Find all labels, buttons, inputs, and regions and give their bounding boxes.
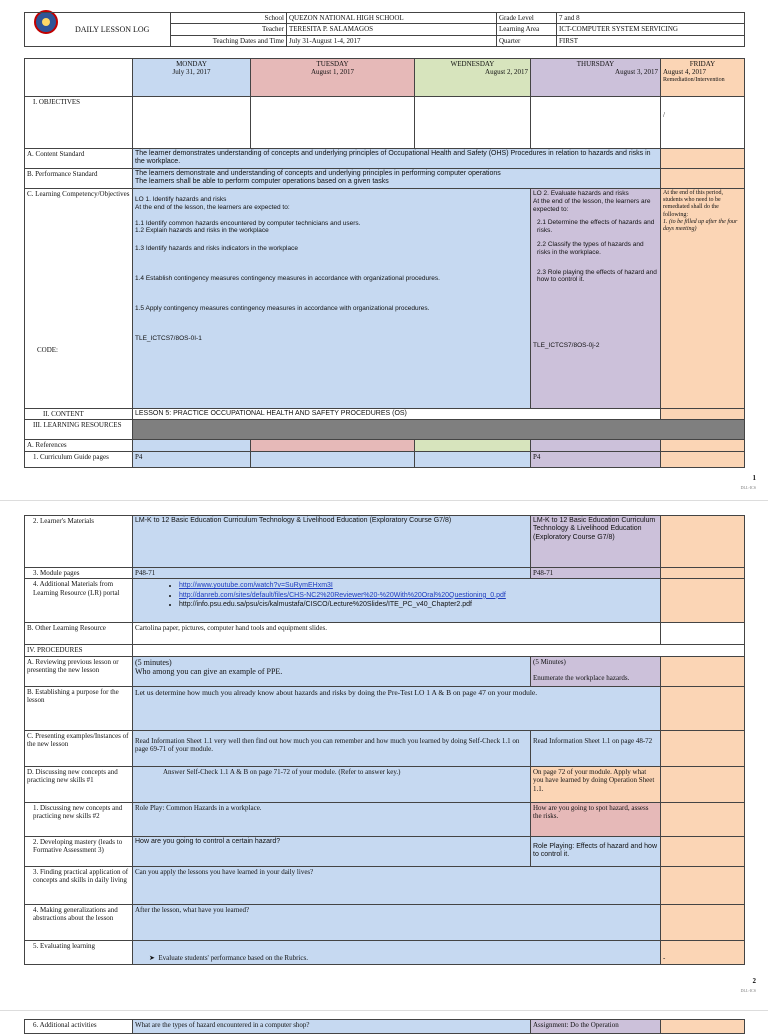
page-3 xyxy=(0,1010,768,1029)
additional-activities-thursday: Assignment: Do the Operation xyxy=(531,1020,661,1034)
purpose-text: Let us determine how much you already know about hazards and risks by doing the Pre-Test LO 1 A & B on page 47 on your module. xyxy=(133,686,661,730)
cg-monday: P4 xyxy=(133,451,251,467)
content-label: II. CONTENT xyxy=(25,409,133,420)
day-monday: MONDAY July 31, 2017 xyxy=(133,59,251,97)
additional-activities-monday: What are the types of hazard encountered in a computer shop? xyxy=(133,1020,531,1034)
log-title: DAILY LESSON LOG xyxy=(25,13,171,47)
school-value: QUEZON NATIONAL HIGH SCHOOL xyxy=(287,13,497,24)
lesson-table-page-2 xyxy=(24,515,745,965)
arrow-bullet-icon: ➤ xyxy=(149,954,159,963)
evaluating-text: ➤ Evaluate students' performance based on the Rubrics. xyxy=(133,940,661,964)
page-1-footer: DLL-ICS xyxy=(740,485,756,490)
discussing-2-label: 1. Discussing new concepts and practicing new skills #2 xyxy=(25,802,133,836)
module-monday: P48-71 xyxy=(133,568,531,579)
discussing-2-thursday: How are you going to spot hazard, assess the risks. xyxy=(531,802,661,836)
discussing-2-monday: Role Play: Common Hazards in a workplace. xyxy=(133,802,531,836)
additional-label: 4. Additional Materials from Learning Resource (LR) portal xyxy=(25,579,133,623)
generalization-label: 4. Making generalizations and abstractions about the lesson xyxy=(25,904,133,940)
application-label: 3. Finding practical application of concepts and skills in daily living xyxy=(25,866,133,904)
purpose-label: B. Establishing a purpose for the lesson xyxy=(25,686,133,730)
teacher-label: Teacher xyxy=(171,24,287,35)
area-value: ICT-COMPUTER SYSTEM SERVICING xyxy=(557,24,745,35)
competency-label: C. Learning Competency/Objectives CODE: xyxy=(25,189,133,409)
presenting-label: C. Presenting examples/Instances of the new lesson xyxy=(25,730,133,766)
references-label: A. References xyxy=(25,440,133,451)
other-resource-text: Cartolina paper, pictures, computer hand tools and equipment slides. xyxy=(133,623,661,645)
day-friday: FRIDAY August 4, 2017 Remediation/Intervention xyxy=(661,59,745,97)
evaluating-label: 5. Evaluating learning xyxy=(25,940,133,964)
day-tuesday: TUESDAY August 1, 2017 xyxy=(251,59,415,97)
friday-mark: / xyxy=(661,97,745,149)
dates-label: Teaching Dates and Time xyxy=(171,35,287,46)
performance-standard-text: The learners demonstrate and understanding of concepts and underlying principles in performing computer operations The learners shall be able to perform computer operations based on a given tasks xyxy=(133,169,661,189)
lm-thursday: LM-K to 12 Basic Education Curriculum Technology & Livelihood Education (Exploratory Course G7/8) xyxy=(531,516,661,568)
lo2-cell: LO 2. Evaluate hazards and risks At the end of the lesson, the learners are expected to: 2.1 Determine the effects of hazards and risks. 2.2 Classify the types of hazards and risks in the workplace. 2.3 Role playing the effects of hazard and how to control it. TLE_ICTCS7/8OS-0j-2 xyxy=(531,189,661,409)
page-2-footer: DLL-ICS xyxy=(740,988,756,993)
performance-standard-label: B. Performance Standard xyxy=(25,169,133,189)
grade-value: 7 and 8 xyxy=(557,13,745,24)
page-1-number: 1 xyxy=(752,474,756,482)
objectives-label: I. OBJECTIVES xyxy=(25,97,133,149)
content-standard-text: The learner demonstrates understanding of concepts and underlying principles of Occupational Health and Safety (OHS) Procedures in relation to hazards and risks in the workplace. xyxy=(133,149,661,169)
cg-thursday: P4 xyxy=(531,451,661,467)
quarter-value: FIRST xyxy=(557,35,745,46)
quarter-label: Quarter xyxy=(497,35,557,46)
danreb-link[interactable]: http://danreb.com/sites/default/files/CHS-NC2%20Reviewer%20-%20With%20Oral%20Questioning_0.pdf xyxy=(179,591,506,599)
youtube-link[interactable]: http://www.youtube.com/watch?v=SuRymEHxm3I xyxy=(179,582,333,590)
other-resource-label: B. Other Learning Resource xyxy=(25,623,133,645)
lesson-table-page-1 xyxy=(24,58,745,468)
review-thursday: (5 Minutes) Enumerate the workplace hazards. xyxy=(531,656,661,686)
additional-activities-label: 6. Additional activities xyxy=(25,1020,133,1034)
mastery-label: 2. Developing mastery (leads to Formative Assessment 3) xyxy=(25,836,133,866)
procedures-label: IV. PROCEDURES xyxy=(25,645,133,656)
day-thursday: THURSDAY August 3, 2017 xyxy=(531,59,661,97)
lo1-cell: LO 1. Identify hazards and risks At the end of the lesson, the learners are expected to: 1.1 Identify common hazards encountered by computer technicians and users. 1.2 Explain hazards and risks in the workplace 1.3 Identify hazards and risks indicators in the workplace 1.4 Establish contingency measures contingency measures in accordance with organizational procedures. 1.5 Apply contingency measures contingency measures in accordance with organizational procedures. TLE_ICTCS7/8OS-0I-1 xyxy=(133,189,531,409)
content-standard-label: A. Content Standard xyxy=(25,149,133,169)
dates-value: July 31-August 1-4, 2017 xyxy=(287,35,497,46)
evaluating-friday: - xyxy=(661,940,745,964)
presenting-thursday: Read Information Sheet 1.1 on page 48-72 xyxy=(531,730,661,766)
page-2-number: 2 xyxy=(752,977,756,985)
resources-label: III. LEARNING RESOURCES xyxy=(25,420,133,440)
lesson-table-page-3 xyxy=(24,1019,745,1034)
module-label: 3. Module pages xyxy=(25,568,133,579)
lm-monday: LM-K to 12 Basic Education Curriculum Technology & Livelihood Education (Exploratory Course G7/8) xyxy=(133,516,531,568)
module-thursday: P48-71 xyxy=(531,568,661,579)
discussing-1-monday: Answer Self-Check 1.1 A & B on page 71-72 of your module. (Refer to answer key.) xyxy=(133,766,531,802)
friday-objective: At the end of this period, students who need to be remediated shall do the following: 1. (to be filled up after the four days meeting) xyxy=(661,189,745,409)
generalization-text: After the lesson, what have you learned? xyxy=(133,904,661,940)
cg-label: 1. Curriculum Guide pages xyxy=(25,451,133,467)
teacher-value: TERESITA P. SALAMAGOS xyxy=(287,24,497,35)
school-label: School xyxy=(171,13,287,24)
content-text: LESSON 5: PRACTICE OCCUPATIONAL HEALTH AND SAFETY PROCEDURES (OS) xyxy=(133,409,661,420)
discussing-1-thursday: On page 72 of your module. Apply what you have learned by doing Operation Sheet 1.1. xyxy=(531,766,661,802)
page-1 xyxy=(0,0,768,500)
presenting-monday: Read Information Sheet 1.1 very well then find out how much you can remember and how much you learned by doing Self-Check 1.1 on page 69-71 of your module. xyxy=(133,730,531,766)
additional-links xyxy=(133,579,661,623)
mastery-thursday: Role Playing: Effects of hazard and how to control it. xyxy=(531,836,661,866)
lm-label: 2. Learner's Materials xyxy=(25,516,133,568)
mastery-monday: How are you going to control a certain hazard? xyxy=(133,836,531,866)
area-label: Learning Area xyxy=(497,24,557,35)
grade-label: Grade Level xyxy=(497,13,557,24)
page-2 xyxy=(0,500,768,1011)
application-text: Can you apply the lessons you have learned in your daily lives? xyxy=(133,866,661,904)
discussing-1-label: D. Discussing new concepts and practicing new skills #1 xyxy=(25,766,133,802)
review-monday: (5 minutes) Who among you can give an example of PPE. xyxy=(133,656,531,686)
review-label: A. Reviewing previous lesson or presenting the new lesson xyxy=(25,656,133,686)
code-label: CODE: xyxy=(37,346,58,355)
day-wednesday: WEDNESDAY August 2, 2017 xyxy=(415,59,531,97)
psu-link[interactable]: http://info.psu.edu.sa/psu/cis/kalmustafa/CISCO/Lecture%20Slides/ITE_PC_v40_Chapter2.pdf xyxy=(179,601,472,609)
header-table xyxy=(24,12,745,47)
